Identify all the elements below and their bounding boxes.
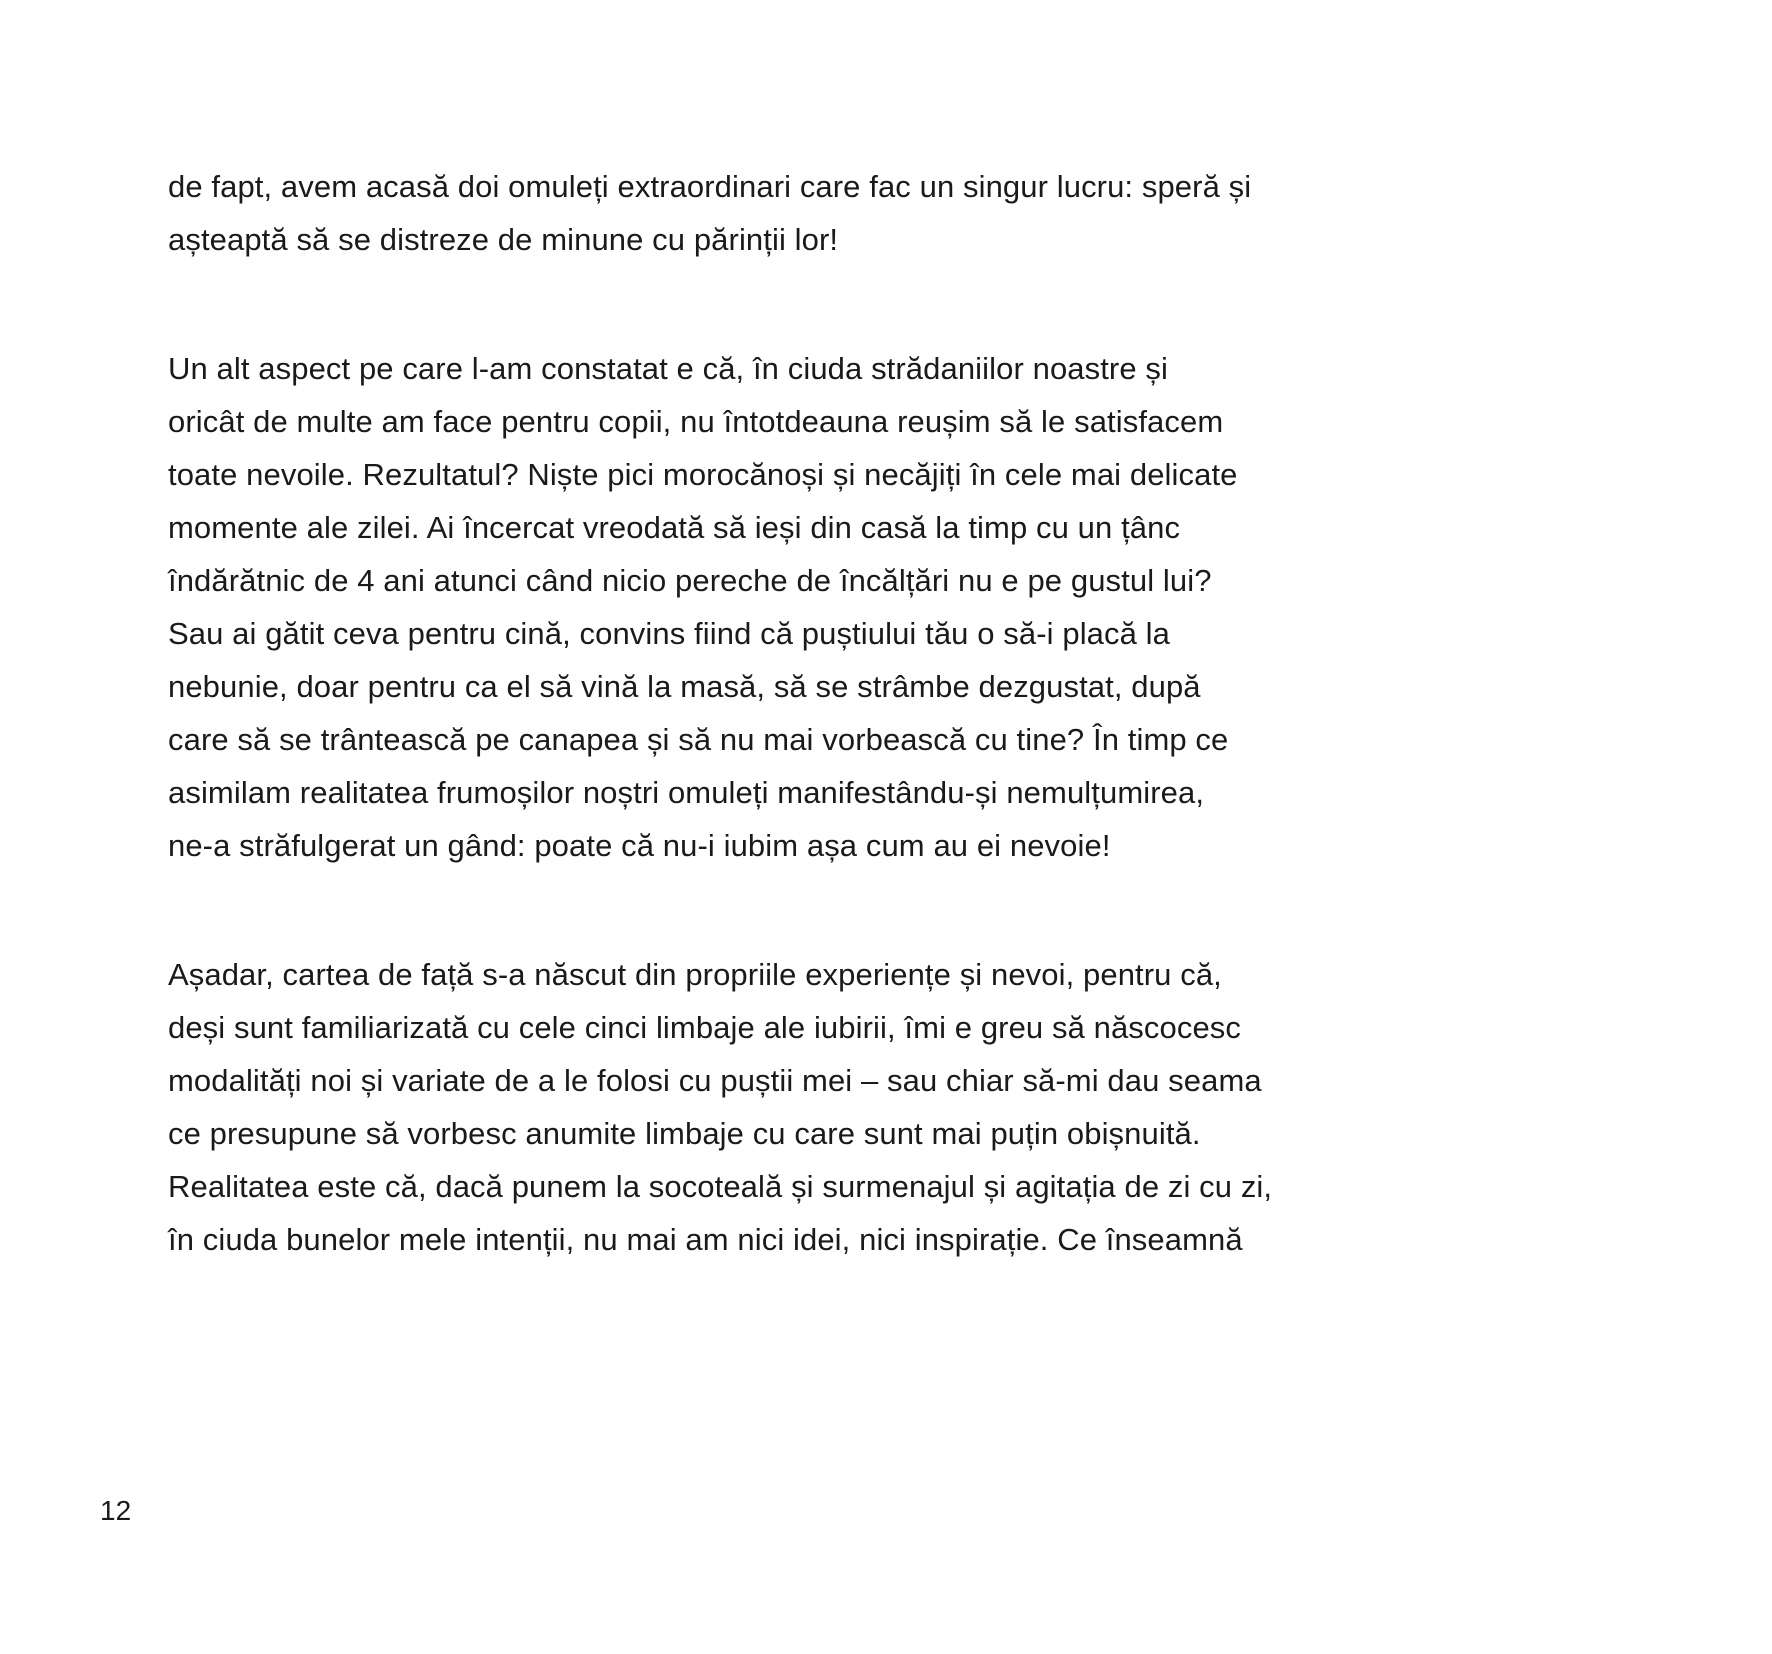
text-line: în ciuda bunelor mele intenții, nu mai am nici idei, nici inspirație. Ce înseamnă <box>168 1222 1243 1257</box>
text-line: ne-a străfulgerat un gând: poate că nu-i iubim așa cum au ei nevoie! <box>168 828 1111 863</box>
text-line: toate nevoile. Rezultatul? Niște pici morocănoși și necăjiți în cele mai delicate <box>168 457 1238 492</box>
text-line: așteaptă să se distreze de minune cu părinții lor! <box>168 222 839 257</box>
text-line: Realitatea este că, dacă punem la socoteală și surmenajul și agitația de zi cu zi, <box>168 1169 1273 1204</box>
text-line: ce presupune să vorbesc anumite limbaje cu care sunt mai puțin obișnuită. <box>168 1116 1201 1151</box>
text-line: Așadar, cartea de față s-a născut din propriile experiențe și nevoi, pentru că, <box>168 957 1222 992</box>
text-line: asimilam realitatea frumoșilor noștri omuleți manifestându-și nemulțumirea, <box>168 775 1205 810</box>
text-line: oricât de multe am face pentru copii, nu întotdeauna reușim să le satisfacem <box>168 404 1224 439</box>
body-text <box>168 160 1602 1342</box>
text-line: Un alt aspect pe care l-am constatat e că, în ciuda strădaniilor noastre și <box>168 351 1168 386</box>
text-line: momente ale zilei. Ai încercat vreodată să ieși din casă la timp cu un țânc <box>168 510 1181 545</box>
paragraph-3 <box>168 948 1602 1266</box>
text-line: îndărătnic de 4 ani atunci când nicio pereche de încălțări nu e pe gustul lui? <box>168 563 1212 598</box>
text-line: Sau ai gătit ceva pentru cină, convins fiind că puștiului tău o să-i placă la <box>168 616 1171 651</box>
paragraph-1 <box>168 160 1602 266</box>
text-line: nebunie, doar pentru ca el să vină la masă, să se strâmbe dezgustat, după <box>168 669 1201 704</box>
page-number: 12 <box>100 1495 132 1526</box>
text-line: modalități noi și variate de a le folosi cu puștii mei – sau chiar să-mi dau seama <box>168 1063 1262 1098</box>
text-line: deși sunt familiarizată cu cele cinci limbaje ale iubirii, îmi e greu să născocesc <box>168 1010 1241 1045</box>
text-line: care să se trântească pe canapea și să nu mai vorbească cu tine? În timp ce <box>168 722 1229 757</box>
paragraph-2 <box>168 342 1602 872</box>
text-line: de fapt, avem acasă doi omuleți extraordinari care fac un singur lucru: speră și <box>168 169 1252 204</box>
